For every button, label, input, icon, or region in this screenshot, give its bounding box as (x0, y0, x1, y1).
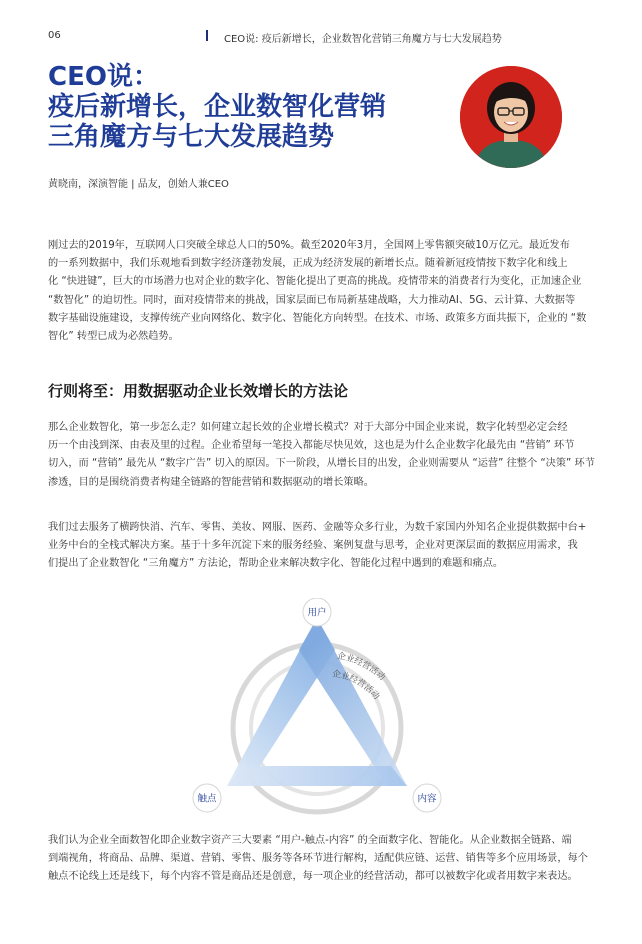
author-avatar (460, 66, 562, 168)
text-line: 我们过去服务了横跨快消、汽车、零售、美妆、网服、医药、金融等众多行业，为数千家国内外知名企业提供数据中台+ (48, 522, 587, 533)
node-content-label: 内容 (417, 793, 437, 805)
node-user-label: 用户 (307, 607, 327, 619)
page-number: 06 (48, 30, 61, 41)
arc-label-outer: 企业经营活动 (336, 651, 387, 683)
text-line: 业务中台的全栈式解决方案。基于十多年沉淀下来的服务经验、案例复盘与思考，企业对更深层面的数据应用需求，我 (48, 540, 578, 552)
body-paragraph-2 (48, 519, 596, 574)
text-line: 渗透，目的是围绕消费者构建全链路的智能营销和数据驱动的增长策略。 (48, 476, 374, 488)
body-paragraph-3 (48, 832, 596, 887)
title-line-3: 三角魔方与七大发展趋势 (48, 122, 335, 152)
text-line: 刚过去的2019年，互联网人口突破全球总人口的50%。截至2020年3月，全国网上零售额突破10万亿元。最近发布 (48, 240, 570, 251)
text-line: 智化” 转型已成为必然趋势。 (48, 331, 179, 343)
triangle-right-band (299, 618, 407, 786)
author-portrait-icon (460, 66, 562, 168)
arc-label-inner: 企业经营活动 (331, 669, 382, 702)
text-line: 们提出了企业数智化 “三角魔方” 方法论，帮助企业来解决数字化、智能化过程中遇到的难题和痛点。 (48, 558, 504, 570)
intro-paragraph (48, 237, 596, 346)
text-line: 到端视角，将商品、品牌、渠道、营销、零售、服务等各环节进行解构，适配供应链、运营、销售等多个应用场景，每个 (48, 853, 588, 865)
author-byline: 黄晓南，深演智能 | 品友，创始人兼CEO (48, 179, 229, 190)
triangle-bottom-band (227, 766, 407, 786)
text-line: 我们认为企业全面数智化即企业数字资产三大要素 “用户-触点-内容” 的全面数字化、智能化。从企业数据全链路、端 (48, 835, 572, 846)
body-paragraph-1 (48, 419, 596, 492)
section-heading: 行则将至：用数据驱动企业长效增长的方法论 (48, 382, 349, 400)
page-title (48, 62, 448, 152)
text-line: 历一个由浅到深、由表及里的过程。企业希望每一笔投入都能尽快见效，这也是为什么企业数字化最先由 “营销” 环节 (48, 440, 575, 452)
text-line: 化 “快进键”，巨大的市场潜力也对企业的数字化、智能化提出了更高的挑战。疫情带来的消费者行为变化，正加速企业 (48, 276, 582, 288)
header-divider (206, 30, 208, 41)
text-line: 切入，而 “营销” 最先从 “数字广告” 切入的原因。下一阶段，从增长目的出发，企业则需要从 “运营” 往整个 “决策” 环节 (48, 458, 595, 470)
text-line: “数智化” 的迫切性。同时，面对疫情带来的挑战，国家层面已布局新基建战略，大力推动AI、5G、云计算、大数据等 (48, 294, 576, 306)
triangle-cube-diagram (185, 598, 455, 820)
text-line: 触点不论线上还是线下，每个内容不管是商品还是创意，每一项企业的经营活动，都可以被数字化或者用数字来表达。 (48, 871, 578, 883)
title-line-1: CEO说： (48, 62, 159, 92)
node-touchpoint-label: 触点 (197, 793, 217, 805)
running-title: CEO说: 疫后新增长，企业数智化营销三角魔方与七大发展趋势 (224, 34, 502, 45)
text-line: 的一系列数据中，我们乐观地看到数字经济蓬勃发展，正成为经济发展的新增长点。随着新冠疫情按下数字化和线上 (48, 258, 568, 270)
text-line: 数字基础设施建设，支撑传统产业向网络化、数字化、智能化方向转型。在技术、市场、政策多方面共振下，企业的 “数 (48, 312, 587, 324)
text-line: 那么企业数智化，第一步怎么走？如何建立起长效的企业增长模式？对于大部分中国企业来说，数字化转型必定会经 (48, 422, 568, 433)
page-header (48, 30, 608, 44)
title-line-2: 疫后新增长，企业数智化营销 (48, 92, 387, 122)
